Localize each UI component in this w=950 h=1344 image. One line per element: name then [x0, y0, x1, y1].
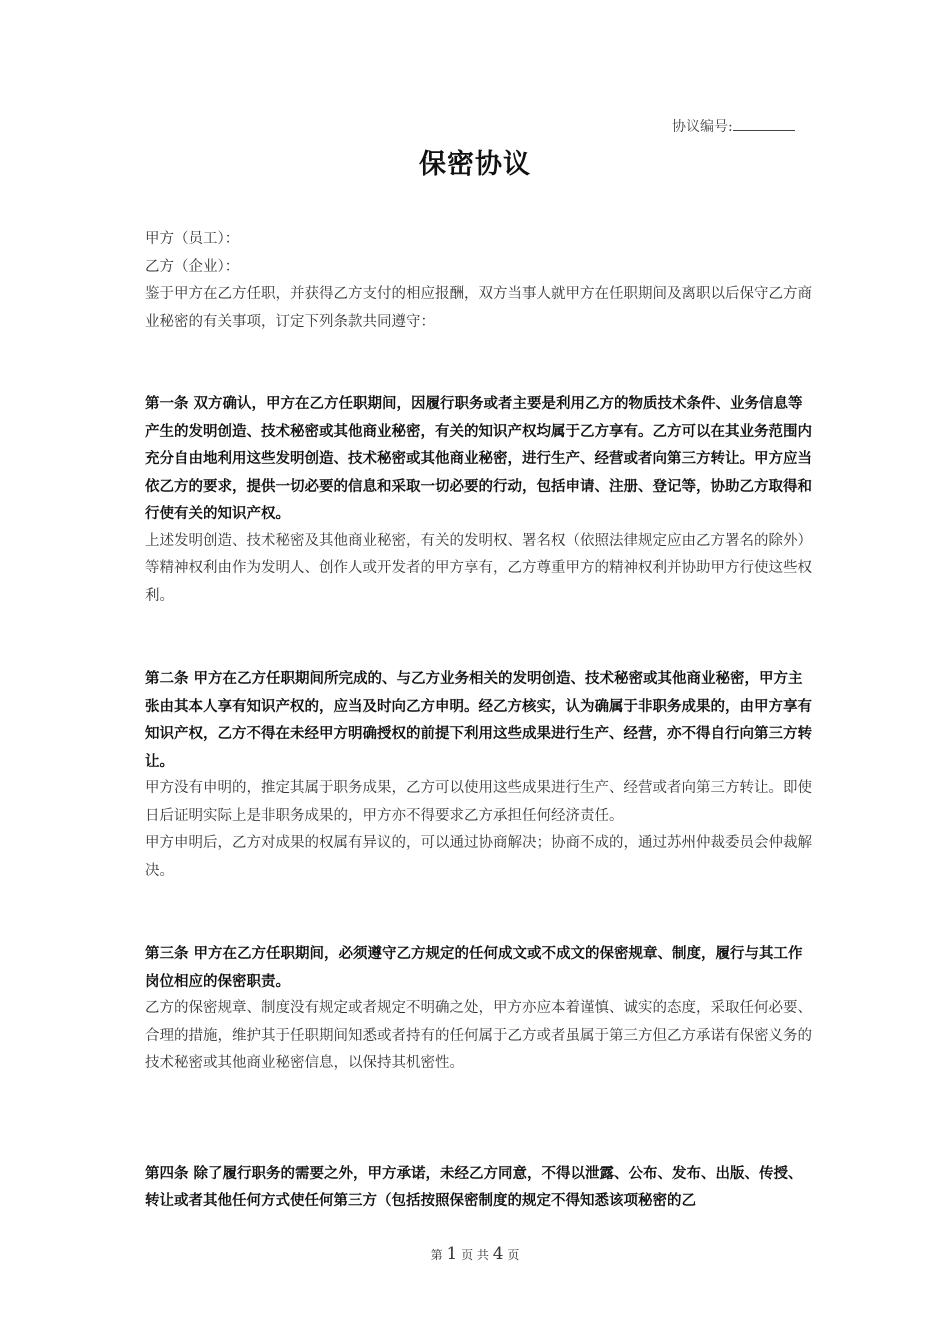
article-2-para-1: 甲方没有申明的，推定其属于职务成果，乙方可以使用这些成果进行生产、经营或者向第三方转让。即使日后证明实际上是非职务成果的，甲方亦不得要求乙方承担任何经济责任。	[145, 780, 812, 824]
document-title: 保密协议	[419, 149, 531, 180]
agreement-number-blank	[733, 116, 795, 131]
article-2-para-2: 甲方申明后，乙方对成果的权属有异议的，可以通过协商解决；协商不成的，通过苏州仲裁委员会仲裁解决。	[145, 835, 812, 879]
preamble: 鉴于甲方在乙方任职，并获得乙方支付的相应报酬，双方当事人就甲方在任职期间及离职以后保守乙方商业秘密的有关事项，订定下列条款共同遵守：	[145, 286, 812, 330]
article-1-para-1: 上述发明创造、技术秘密及其他商业秘密，有关的发明权、署名权（依照法律规定应由乙方署名的除外）等精神权利由作为发明人、创作人或开发者的甲方享有，乙方尊重甲方的精神权利并协助甲方行使这些权利。	[145, 532, 812, 604]
page-total: 4	[492, 1244, 504, 1264]
agreement-number	[672, 116, 795, 136]
document-body	[145, 226, 817, 1215]
article-3-para-1: 乙方的保密规章、制度没有规定或者规定不明确之处，甲方亦应本着谨慎、诚实的态度，采取任何必要、合理的措施，维护其于任职期间知悉或者持有的任何属于乙方或者虽属于第三方但乙方承诺有保密义务的技术秘密或其他商业秘密信息，以保持其机密性。	[145, 1000, 812, 1071]
party-b-line: 乙方（企业）：	[145, 258, 240, 275]
page-current: 1	[446, 1244, 458, 1264]
party-a-line: 甲方（员工）：	[145, 231, 240, 247]
article-1-main: 第一条 双方确认，甲方在乙方任职期间，因履行职务或者主要是利用乙方的物质技术条件、业务信息等产生的发明创造、技术秘密或其他商业秘密，有关的知识产权均属于乙方享有。乙方可以在其业务范围内充分自由地利用这些发明创造、技术秘密或其他商业秘密，进行生产、经营或者向第三方转让。甲方应当依乙方的要求，提供一切必要的信息和采取一切必要的行动，包括申请、注册、登记等，协助乙方取得和行使有关的知识产权。	[145, 395, 812, 522]
page-suffix: 页	[503, 1248, 520, 1262]
article-4-main: 第四条 除了履行职务的需要之外，甲方承诺，未经乙方同意，不得以泄露、公布、发布、出版、传授、转让或者其他任何方式使任何第三方（包括按照保密制度的规定不得知悉该项秘密的乙	[145, 1164, 803, 1209]
article-2-main: 第二条 甲方在乙方任职期间所完成的、与乙方业务相关的发明创造、技术秘密或其他商业秘密，甲方主张由其本人享有知识产权的，应当及时向乙方申明。经乙方核实，认为确属于非职务成果的，由甲方享有知识产权，乙方不得在未经甲方明确授权的前提下利用这些成果进行生产、经营，亦不得自行向第三方转让。	[145, 670, 812, 770]
page-footer	[0, 1244, 950, 1264]
page-prefix: 第	[430, 1248, 447, 1262]
article-3-main: 第三条 甲方在乙方任职期间，必须遵守乙方规定的任何成文或不成文的保密规章、制度，履行与其工作岗位相应的保密职责。	[145, 945, 803, 990]
agreement-number-label: 协议编号:	[672, 119, 733, 135]
page-middle: 页 共	[457, 1248, 493, 1262]
